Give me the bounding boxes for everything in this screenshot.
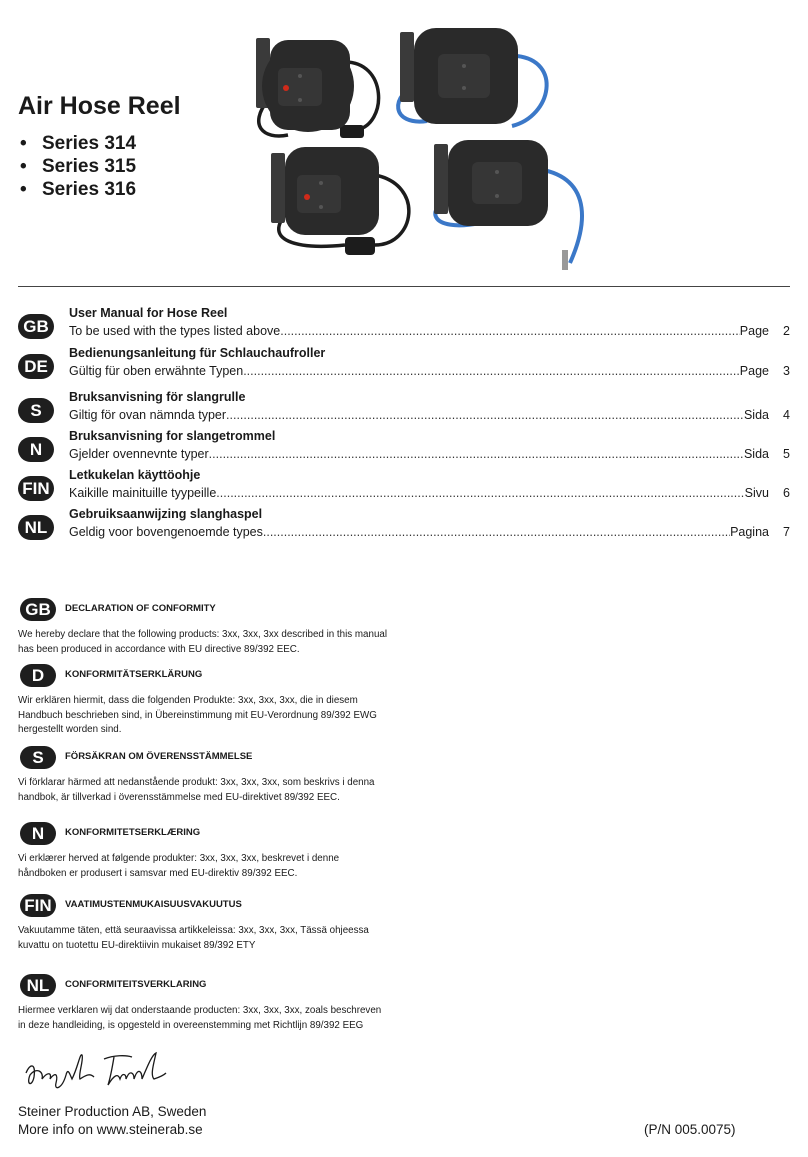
series-list — [20, 132, 136, 201]
toc-line — [69, 447, 769, 461]
toc-heading: User Manual for Hose Reel — [69, 306, 228, 320]
bullet: • — [20, 179, 27, 200]
toc-row — [18, 468, 790, 508]
toc-page-label: Page — [739, 324, 769, 338]
toc-leader-dots — [280, 324, 740, 338]
bullet: • — [20, 133, 27, 154]
language-badge: NL — [18, 515, 54, 540]
toc-page-label: Sivu — [744, 486, 769, 500]
toc-row — [18, 346, 790, 386]
declaration-heading: CONFORMITEITSVERKLARING — [65, 979, 207, 990]
toc-line — [69, 324, 769, 338]
series-label: Series 314 — [42, 133, 137, 154]
language-badge: FIN — [18, 476, 54, 501]
part-number: (P/N 005.0075) — [644, 1122, 736, 1137]
toc-line — [69, 364, 769, 378]
language-badge: S — [18, 398, 54, 423]
series-label: Series 316 — [42, 179, 137, 200]
series-item — [20, 155, 136, 178]
toc-row — [18, 390, 790, 430]
toc-line — [69, 486, 769, 500]
toc-page-number: 4 — [783, 408, 790, 422]
language-badge: N — [18, 437, 54, 462]
declaration-body: Wir erklären hiermit, dass die folgenden Produkte: 3xx, 3xx, 3xx, die in diesem Handbuch beschrieben sind, in Übereinstimmung mit EU-Verordnung 89/392 EWG hergestellt worden sind. — [18, 695, 377, 735]
bullet: • — [20, 156, 27, 177]
section-divider — [18, 286, 790, 287]
toc-description: Gültig für oben erwähnte Typen — [69, 364, 244, 378]
toc-description: To be used with the types listed above — [69, 324, 281, 338]
toc-page-label: Pagina — [730, 525, 769, 539]
language-badge: DE — [18, 354, 54, 379]
toc-heading: Bruksanvisning för slangrulle — [69, 390, 246, 404]
series-item — [20, 132, 136, 155]
toc-heading: Letkukelan käyttöohje — [69, 468, 201, 482]
toc-description: Geldig voor bovengenoemde types — [69, 525, 263, 539]
declaration-heading: VAATIMUSTENMUKAISUUSVAKUUTUS — [65, 899, 242, 910]
toc-heading: Bruksanvisning for slangetrommel — [69, 429, 276, 443]
toc-leader-dots — [243, 364, 740, 378]
page-title: Air Hose Reel — [18, 92, 181, 120]
toc-heading: Bedienungsanleitung für Schlauchaufroller — [69, 346, 326, 360]
toc-description: Gjelder ovennevnte typer — [69, 447, 209, 461]
hose-reel-photo — [248, 30, 388, 145]
language-badge: NL — [20, 974, 56, 997]
declaration-body: Vi erklærer herved at følgende produkter: 3xx, 3xx, 3xx, beskrevet i denne håndboken er produsert i samsvar med EU-direktiv 89/392 EEC. — [18, 853, 340, 879]
toc-heading: Gebruiksaanwijzing slanghaspel — [69, 507, 263, 521]
language-badge: GB — [18, 314, 54, 339]
toc-page-number: 3 — [783, 364, 790, 378]
toc-page-label: Page — [739, 364, 769, 378]
website-info: More info on www.steinerab.se — [18, 1122, 203, 1137]
toc-leader-dots — [226, 408, 744, 422]
toc-row — [18, 306, 790, 346]
language-badge: GB — [20, 598, 56, 621]
declaration-body: We hereby declare that the following products: 3xx, 3xx, 3xx described in this manual has been produced in accordance with EU directive 89/392 EEC. — [18, 629, 388, 655]
declaration-heading: KONFORMITETSERKLÆRING — [65, 827, 201, 838]
declaration-heading: FÖRSÄKRAN OM ÖVERENSSTÄMMELSE — [65, 751, 253, 762]
language-badge: D — [20, 664, 56, 687]
toc-line — [69, 408, 769, 422]
series-item — [20, 178, 136, 201]
series-label: Series 315 — [42, 156, 137, 177]
language-badge: S — [20, 746, 56, 769]
toc-page-number: 7 — [783, 525, 790, 539]
toc-page-label: Sida — [743, 447, 769, 461]
toc-description: Kaikille mainituille tyypeille — [69, 486, 217, 500]
toc-leader-dots — [209, 447, 744, 461]
toc-row — [18, 429, 790, 469]
hose-reel-photo — [392, 26, 557, 136]
hose-reel-photo — [420, 138, 590, 273]
toc-page-number: 2 — [783, 324, 790, 338]
toc-page-number: 6 — [783, 486, 790, 500]
toc-leader-dots — [263, 525, 730, 539]
declaration-body: Vi förklarar härmed att nedanstående produkt: 3xx, 3xx, 3xx, som beskrivs i denna handbok, är tillverkad i överensstämmelse med EU-direktivet 89/392 EEC. — [18, 777, 375, 803]
company-name: Steiner Production AB, Sweden — [18, 1104, 207, 1119]
language-badge: FIN — [20, 894, 56, 917]
hose-reel-photo — [265, 145, 415, 270]
toc-leader-dots — [216, 486, 744, 500]
declaration-body: Hiermee verklaren wij dat onderstaande producten: 3xx, 3xx, 3xx, zoals beschreven in deze handleiding, is opgesteld in overeenstemming met Richtlijn 89/392 EEG — [18, 1005, 382, 1031]
toc-line — [69, 525, 769, 539]
toc-page-number: 5 — [783, 447, 790, 461]
declaration-body: Vakuutamme täten, että seuraavissa artikkeleissa: 3xx, 3xx, 3xx, Tässä ohjeessa kuvattu on tuotettu EU-direktiivin mukaiset 89/392 ETY — [18, 925, 369, 951]
toc-page-label: Sida — [743, 408, 769, 422]
signature-icon — [22, 1045, 172, 1095]
toc-description: Giltig för ovan nämnda typer — [69, 408, 227, 422]
declaration-heading: KONFORMITÄTSERKLÄRUNG — [65, 669, 203, 680]
declaration-heading: DECLARATION OF CONFORMITY — [65, 603, 216, 614]
toc-row — [18, 507, 790, 547]
language-badge: N — [20, 822, 56, 845]
